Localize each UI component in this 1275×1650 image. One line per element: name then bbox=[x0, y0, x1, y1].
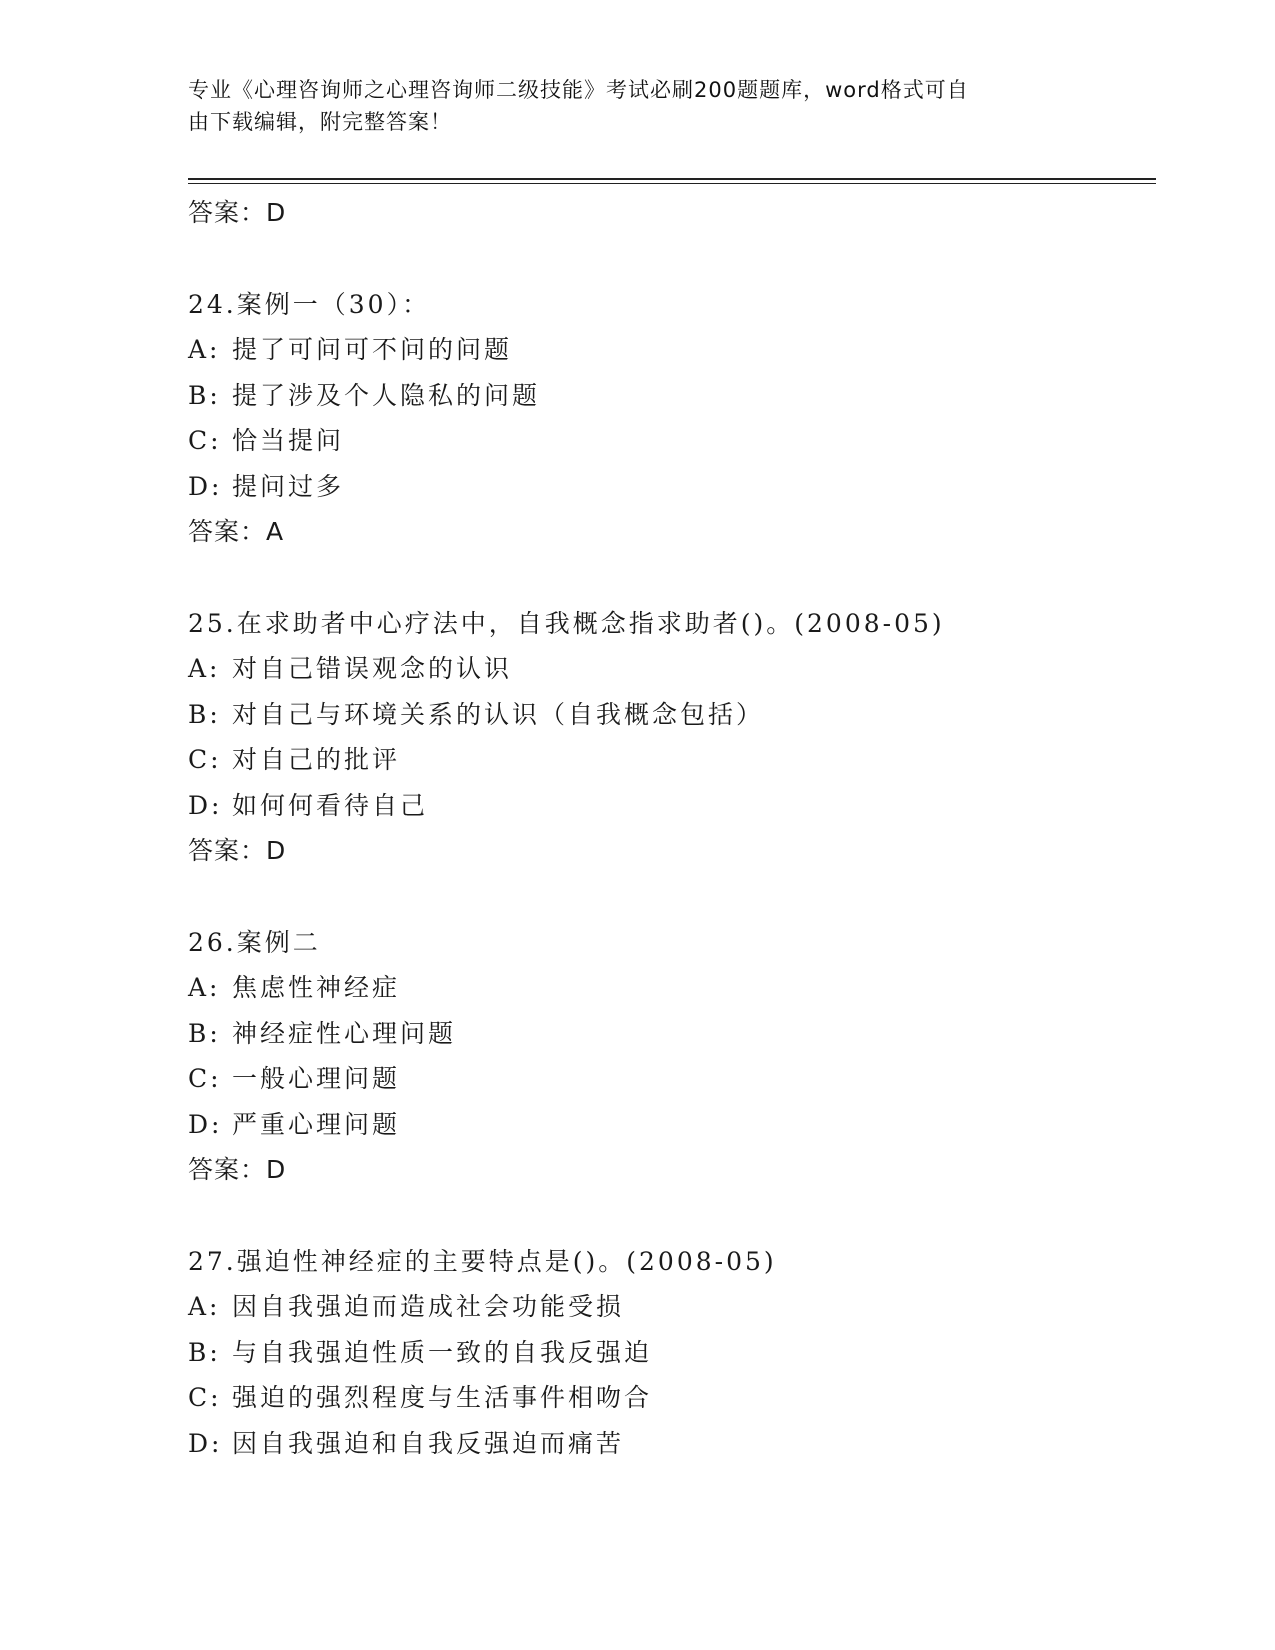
question-stem: 25.在求助者中心疗法中，自我概念指求助者()。(2008-05) bbox=[188, 608, 945, 638]
option-text: 提问过多 bbox=[232, 471, 345, 501]
option-c bbox=[188, 737, 1148, 783]
header-divider-thick bbox=[188, 178, 1156, 180]
option-text: 对自己错误观念的认识 bbox=[232, 654, 513, 683]
option-d bbox=[188, 1421, 1148, 1467]
answer-line: 答案：A bbox=[188, 517, 285, 546]
option-text: 焦虑性神经症 bbox=[232, 973, 401, 1002]
option-text: 神经症性心理问题 bbox=[232, 1018, 457, 1048]
option-key: A: bbox=[188, 335, 221, 364]
option-key: A: bbox=[188, 1292, 221, 1321]
option-text: 与自我强迫性质一致的自我反强迫 bbox=[232, 1337, 653, 1367]
option-d bbox=[188, 1102, 1148, 1148]
option-text: 对自己与环境关系的认识（自我概念包括） bbox=[232, 699, 765, 729]
option-key: C: bbox=[188, 1064, 222, 1093]
spacer bbox=[188, 874, 1148, 920]
option-key: B: bbox=[188, 1018, 221, 1048]
option-b bbox=[188, 1011, 1148, 1057]
question-block-26 bbox=[188, 920, 1148, 1193]
option-text: 恰当提问 bbox=[232, 426, 345, 455]
option-text: 对自己的批评 bbox=[232, 745, 401, 774]
document-header bbox=[188, 74, 1068, 138]
option-b bbox=[188, 373, 1148, 419]
option-d bbox=[188, 783, 1148, 829]
question-block-27 bbox=[188, 1239, 1148, 1467]
header-line-2: 由下载编辑，附完整答案！ bbox=[188, 110, 452, 134]
option-key: A: bbox=[188, 654, 221, 683]
option-text: 因自我强迫而造成社会功能受损 bbox=[232, 1292, 625, 1321]
question-stem: 24.案例一（30）： bbox=[188, 289, 431, 319]
option-key: C: bbox=[188, 1383, 222, 1412]
question-list bbox=[188, 190, 1148, 1466]
header-divider-thin bbox=[188, 183, 1156, 184]
question-stem: 26.案例二 bbox=[188, 927, 321, 957]
option-key: D: bbox=[188, 471, 223, 501]
spacer bbox=[188, 555, 1148, 601]
option-text: 一般心理问题 bbox=[232, 1064, 401, 1093]
option-a bbox=[188, 646, 1148, 692]
option-key: B: bbox=[188, 699, 221, 729]
option-c bbox=[188, 1375, 1148, 1421]
option-c bbox=[188, 1056, 1148, 1102]
option-text: 因自我强迫和自我反强迫而痛苦 bbox=[232, 1428, 625, 1458]
option-text: 严重心理问题 bbox=[232, 1109, 401, 1139]
option-key: D: bbox=[188, 1109, 223, 1139]
previous-answer: 答案：D bbox=[188, 198, 287, 227]
header-line-1: 专业《心理咨询师之心理咨询师二级技能》考试必刷200题题库，word格式可自 bbox=[188, 78, 969, 102]
option-b bbox=[188, 1330, 1148, 1376]
option-a bbox=[188, 327, 1148, 373]
option-key: A: bbox=[188, 973, 221, 1002]
question-block-24 bbox=[188, 282, 1148, 555]
option-key: B: bbox=[188, 1337, 221, 1367]
spacer bbox=[188, 1193, 1148, 1239]
option-key: C: bbox=[188, 426, 222, 455]
option-a bbox=[188, 1284, 1148, 1330]
answer-line: 答案：D bbox=[188, 1155, 287, 1184]
option-text: 提了可问可不问的问题 bbox=[232, 335, 513, 364]
option-key: C: bbox=[188, 745, 222, 774]
option-key: B: bbox=[188, 380, 221, 410]
option-d bbox=[188, 464, 1148, 510]
option-key: D: bbox=[188, 1428, 223, 1458]
option-c bbox=[188, 418, 1148, 464]
answer-line: 答案：D bbox=[188, 836, 287, 865]
option-text: 如何何看待自己 bbox=[232, 790, 429, 820]
question-block-25 bbox=[188, 601, 1148, 874]
option-b bbox=[188, 692, 1148, 738]
spacer bbox=[188, 236, 1148, 282]
option-key: D: bbox=[188, 790, 223, 820]
question-stem: 27.强迫性神经症的主要特点是()。(2008-05) bbox=[188, 1246, 777, 1276]
option-a bbox=[188, 965, 1148, 1011]
option-text: 强迫的强烈程度与生活事件相吻合 bbox=[232, 1383, 653, 1412]
option-text: 提了涉及个人隐私的问题 bbox=[232, 380, 541, 410]
